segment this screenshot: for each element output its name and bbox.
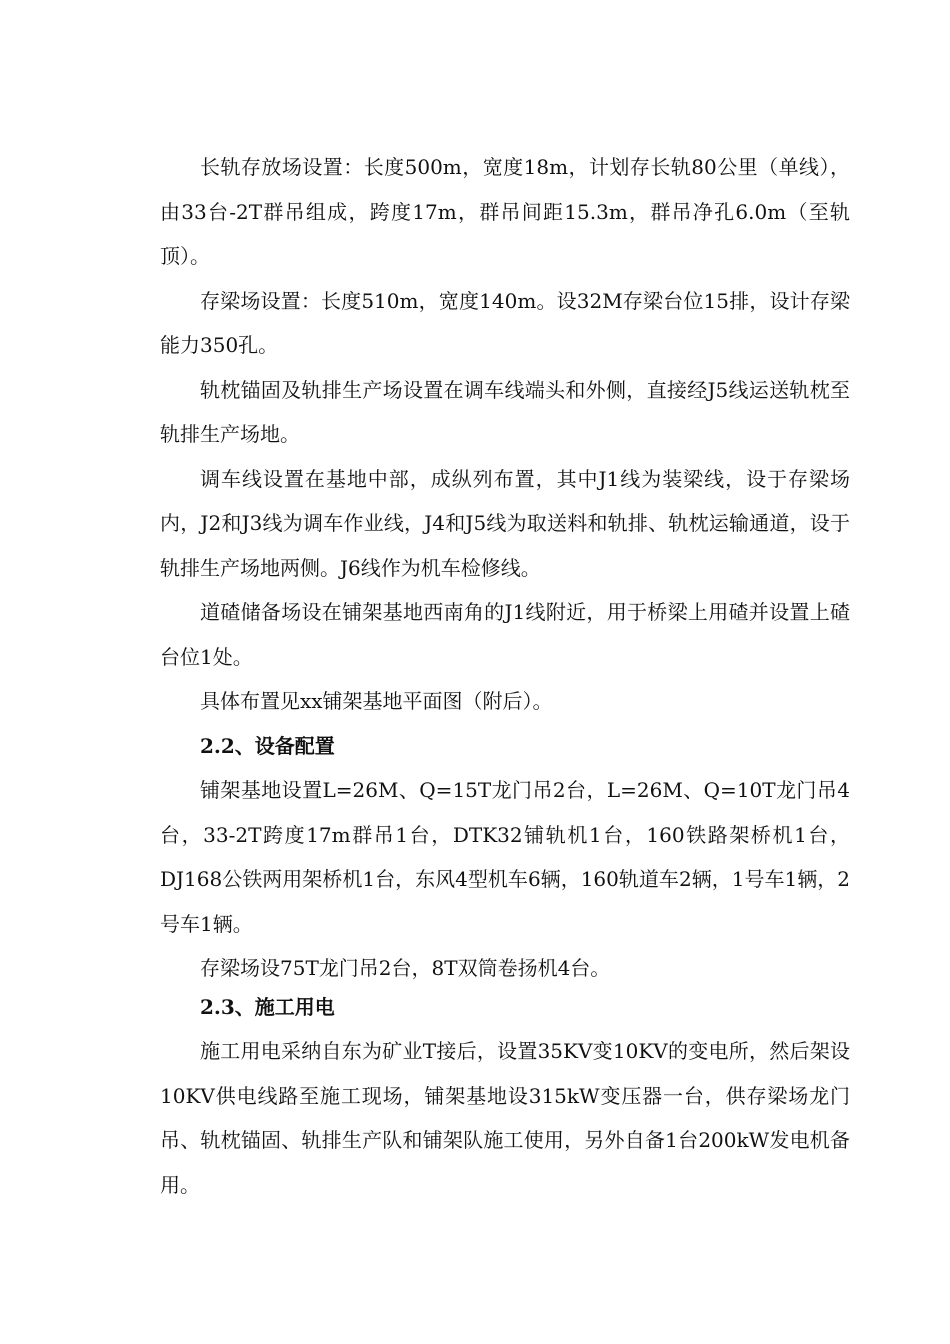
paragraph-beam-storage-yard: 存梁场设置：长度510m，宽度140m。设32M存梁台位15排，设计存梁能力350孔。 bbox=[160, 288, 850, 357]
paragraph-shunting-lines: 调车线设置在基地中部，成纵列布置，其中J1线为装梁线，设于存梁场内，J2和J3线为调车作业线，J4和J5线为取送料和轨排、轨枕运输通道，设于轨排生产场地两侧。J6线作为机车检修线。 bbox=[160, 466, 850, 580]
paragraph-sleeper-anchoring: 轨枕锚固及轨排生产场设置在调车线端头和外侧，直接经J5线运送轨枕至轨排生产场地。 bbox=[160, 377, 850, 446]
section-heading-equipment: 2.2、设备配置 bbox=[200, 733, 335, 758]
paragraph-ballast-yard: 道碴储备场设在铺架基地西南角的J1线附近，用于桥梁上用碴并设置上碴台位1处。 bbox=[160, 600, 850, 669]
paragraph-long-rail-yard: 长轨存放场设置：长度500m，宽度18m，计划存长轨80公里（单线），由33台-2T群吊组成，跨度17m，群吊间距15.3m，群吊净孔6.0m（至轨顶）。 bbox=[160, 155, 850, 268]
paragraph-equipment-list: 铺架基地设置L=26M、Q=15T龙门吊2台，L=26M、Q=10T龙门吊4台，33-2T跨度17m群吊1台，DTK32铺轨机1台，160铁路架桥机1台，DJ168公铁两用架桥机1台，东风4型机车6辆，160轨道车2辆，1号车1辆，2号车1辆。 bbox=[160, 778, 850, 936]
paragraph-layout-reference: 具体布置见xx铺架基地平面图（附后）。 bbox=[200, 689, 553, 713]
paragraph-storage-equipment: 存梁场设75T龙门吊2台，8T双筒卷扬机4台。 bbox=[200, 956, 611, 980]
paragraph-power-supply: 施工用电采纳自东为矿业T接后，设置35KV变10KV的变电所，然后架设10KV供电线路至施工现场，铺架基地设315kW变压器一台，供存梁场龙门吊、轨枕锚固、轨排生产队和铺架队施工使用，另外自备1台200kW发电机备用。 bbox=[160, 1039, 850, 1197]
document-body bbox=[160, 145, 850, 1207]
section-heading-power: 2.3、施工用电 bbox=[200, 994, 335, 1019]
